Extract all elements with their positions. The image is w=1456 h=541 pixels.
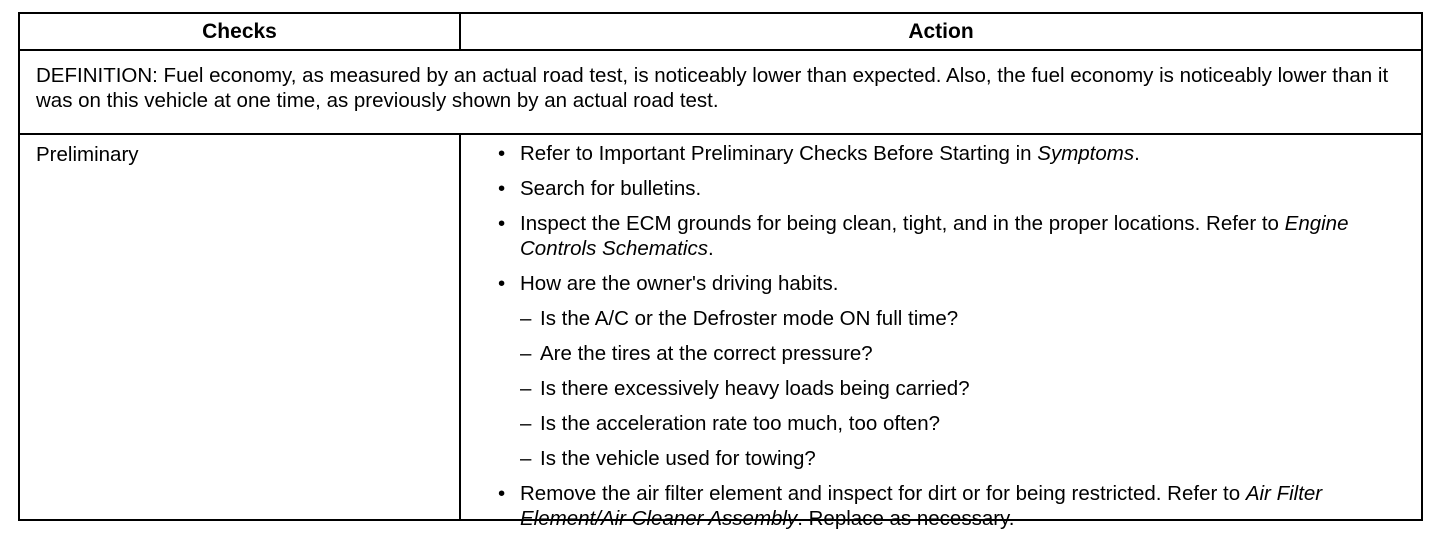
list-item: • Search for bulletins. — [496, 176, 1405, 201]
sub-list-item: – Is there excessively heavy loads being carried? — [520, 376, 1405, 401]
table-row — [20, 135, 1421, 530]
list-item: • Refer to Important Preliminary Checks Before Starting in Symptoms. — [496, 141, 1405, 166]
reference-link: Engine Controls Schematics — [520, 212, 1349, 260]
checks-cell: Preliminary — [36, 143, 139, 166]
definition-text: DEFINITION: Fuel economy, as measured by an actual road test, is noticeably lower than expected. Also, the fuel economy is noticeably lower than it was on this vehicle at one time, as previously shown by an actual road test. — [36, 64, 1389, 112]
list-item: • Remove the air filter element and inspect for dirt or for being restricted. Refer to Air Filter Element/Air Cleaner Assembly. Replace as necessary. — [496, 481, 1405, 531]
list-item: • How are the owner's driving habits. – Is the A/C or the Defroster mode ON full time? – Are the tires at the correct pressure? – Is there excessively heavy loads being carried? – Is the acceleration rate too much, too often? – Is the vehicle used for towing? — [496, 271, 1405, 471]
definition-row — [20, 51, 1421, 135]
header-action: Action — [908, 20, 974, 43]
reference-link: Air Filter Element/Air Cleaner Assembly — [520, 482, 1323, 530]
list-item: • Inspect the ECM grounds for being clean, tight, and in the proper locations. Refer to Engine Controls Schematics. — [496, 211, 1405, 261]
column-divider — [459, 135, 461, 519]
action-list — [496, 141, 1405, 531]
driving-habits-sublist — [520, 306, 1405, 471]
action-cell — [496, 141, 1405, 541]
diagnostic-table — [18, 12, 1423, 530]
table-header-row — [20, 14, 1421, 51]
sub-list-item: – Are the tires at the correct pressure? — [520, 341, 1405, 366]
sub-list-item: – Is the acceleration rate too much, too often? — [520, 411, 1405, 436]
sub-list-item: – Is the A/C or the Defroster mode ON full time? — [520, 306, 1405, 331]
sub-list-item: – Is the vehicle used for towing? — [520, 446, 1405, 471]
header-checks: Checks — [202, 20, 277, 43]
reference-link: Symptoms — [1037, 142, 1135, 165]
